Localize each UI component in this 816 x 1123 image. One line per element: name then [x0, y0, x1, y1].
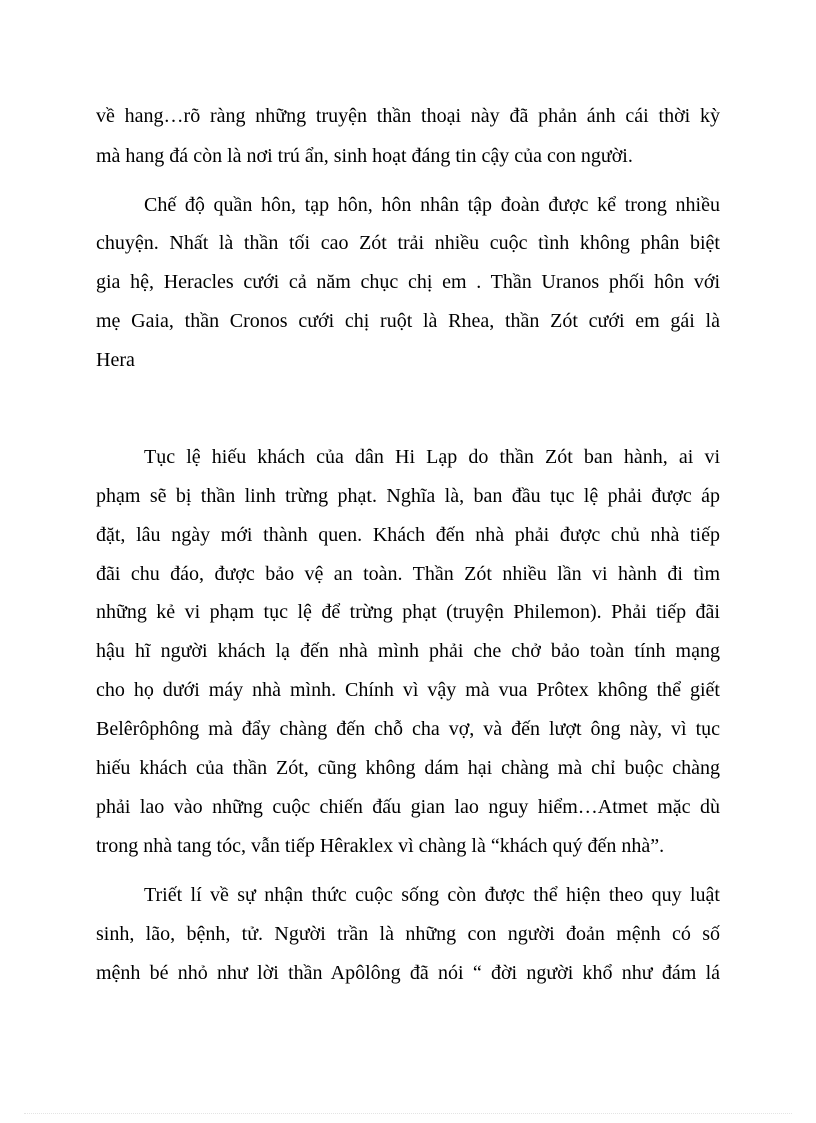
text-line: mà hang đá còn là nơi trú ẩn, sinh hoạt đáng tin cậy của con người.	[96, 145, 633, 167]
text-line: phải lao vào những cuộc chiến đấu gian lao nguy hiểm…Atmet mặc dù	[96, 796, 720, 818]
text-line: hậu hĩ người khách lạ đến nhà mình phải che chở bảo toàn tính mạng	[96, 640, 720, 662]
text-line: gia hệ, Heracles cưới cả năm chục chị em . Thần Uranos phối hôn với	[96, 271, 720, 293]
text-line: những kẻ vi phạm tục lệ để trừng phạt (truyện Philemon). Phải tiếp đãi	[96, 601, 720, 623]
text-line: trong nhà tang tóc, vẫn tiếp Hêraklex vì chàng là “khách quý đến nhà”.	[96, 835, 665, 857]
text-line: hiếu khách của thần Zót, cũng không dám hại chàng mà chỉ buộc chàng	[96, 757, 720, 779]
text-line: Belêrôphông mà đẩy chàng đến chỗ cha vợ, và đến lượt ông này, vì tục	[96, 718, 720, 740]
text-line: phạm sẽ bị thần linh trừng phạt. Nghĩa là, ban đầu tục lệ phải được áp	[96, 485, 720, 507]
text-line: đãi chu đáo, được bảo vệ an toàn. Thần Zót nhiều lần vi hành đi tìm	[96, 563, 720, 585]
text-line: Triết lí về sự nhận thức cuộc sống còn được thể hiện theo quy luật	[144, 884, 720, 906]
text-line: mẹ Gaia, thần Cronos cưới chị ruột là Rhea, thần Zót cưới em gái là	[96, 310, 720, 332]
text-line: mệnh bé nhỏ như lời thần Apôlông đã nói “ đời người khổ như đám lá	[96, 962, 720, 984]
text-line: cho họ dưới máy nhà mình. Chính vì vậy mà vua Prôtex không thể giết	[96, 679, 720, 701]
text-line: chuyện. Nhất là thần tối cao Zót trải nhiều cuộc tình không phân biệt	[96, 232, 720, 254]
text-line: về hang…rõ ràng những truyện thần thoại này đã phản ánh cái thời kỳ	[96, 105, 720, 127]
text-line: Tục lệ hiếu khách của dân Hi Lạp do thần Zót ban hành, ai vi	[144, 446, 720, 468]
text-line: sinh, lão, bệnh, tử. Người trần là những con người đoản mệnh có số	[96, 923, 720, 945]
text-line: Hera	[96, 349, 135, 371]
text-line: Chế độ quần hôn, tạp hôn, hôn nhân tập đoàn được kể trong nhiều	[144, 194, 720, 216]
text-line: đặt, lâu ngày mới thành quen. Khách đến nhà phải được chủ nhà tiếp	[96, 524, 720, 546]
page-bottom-edge	[24, 1113, 792, 1114]
